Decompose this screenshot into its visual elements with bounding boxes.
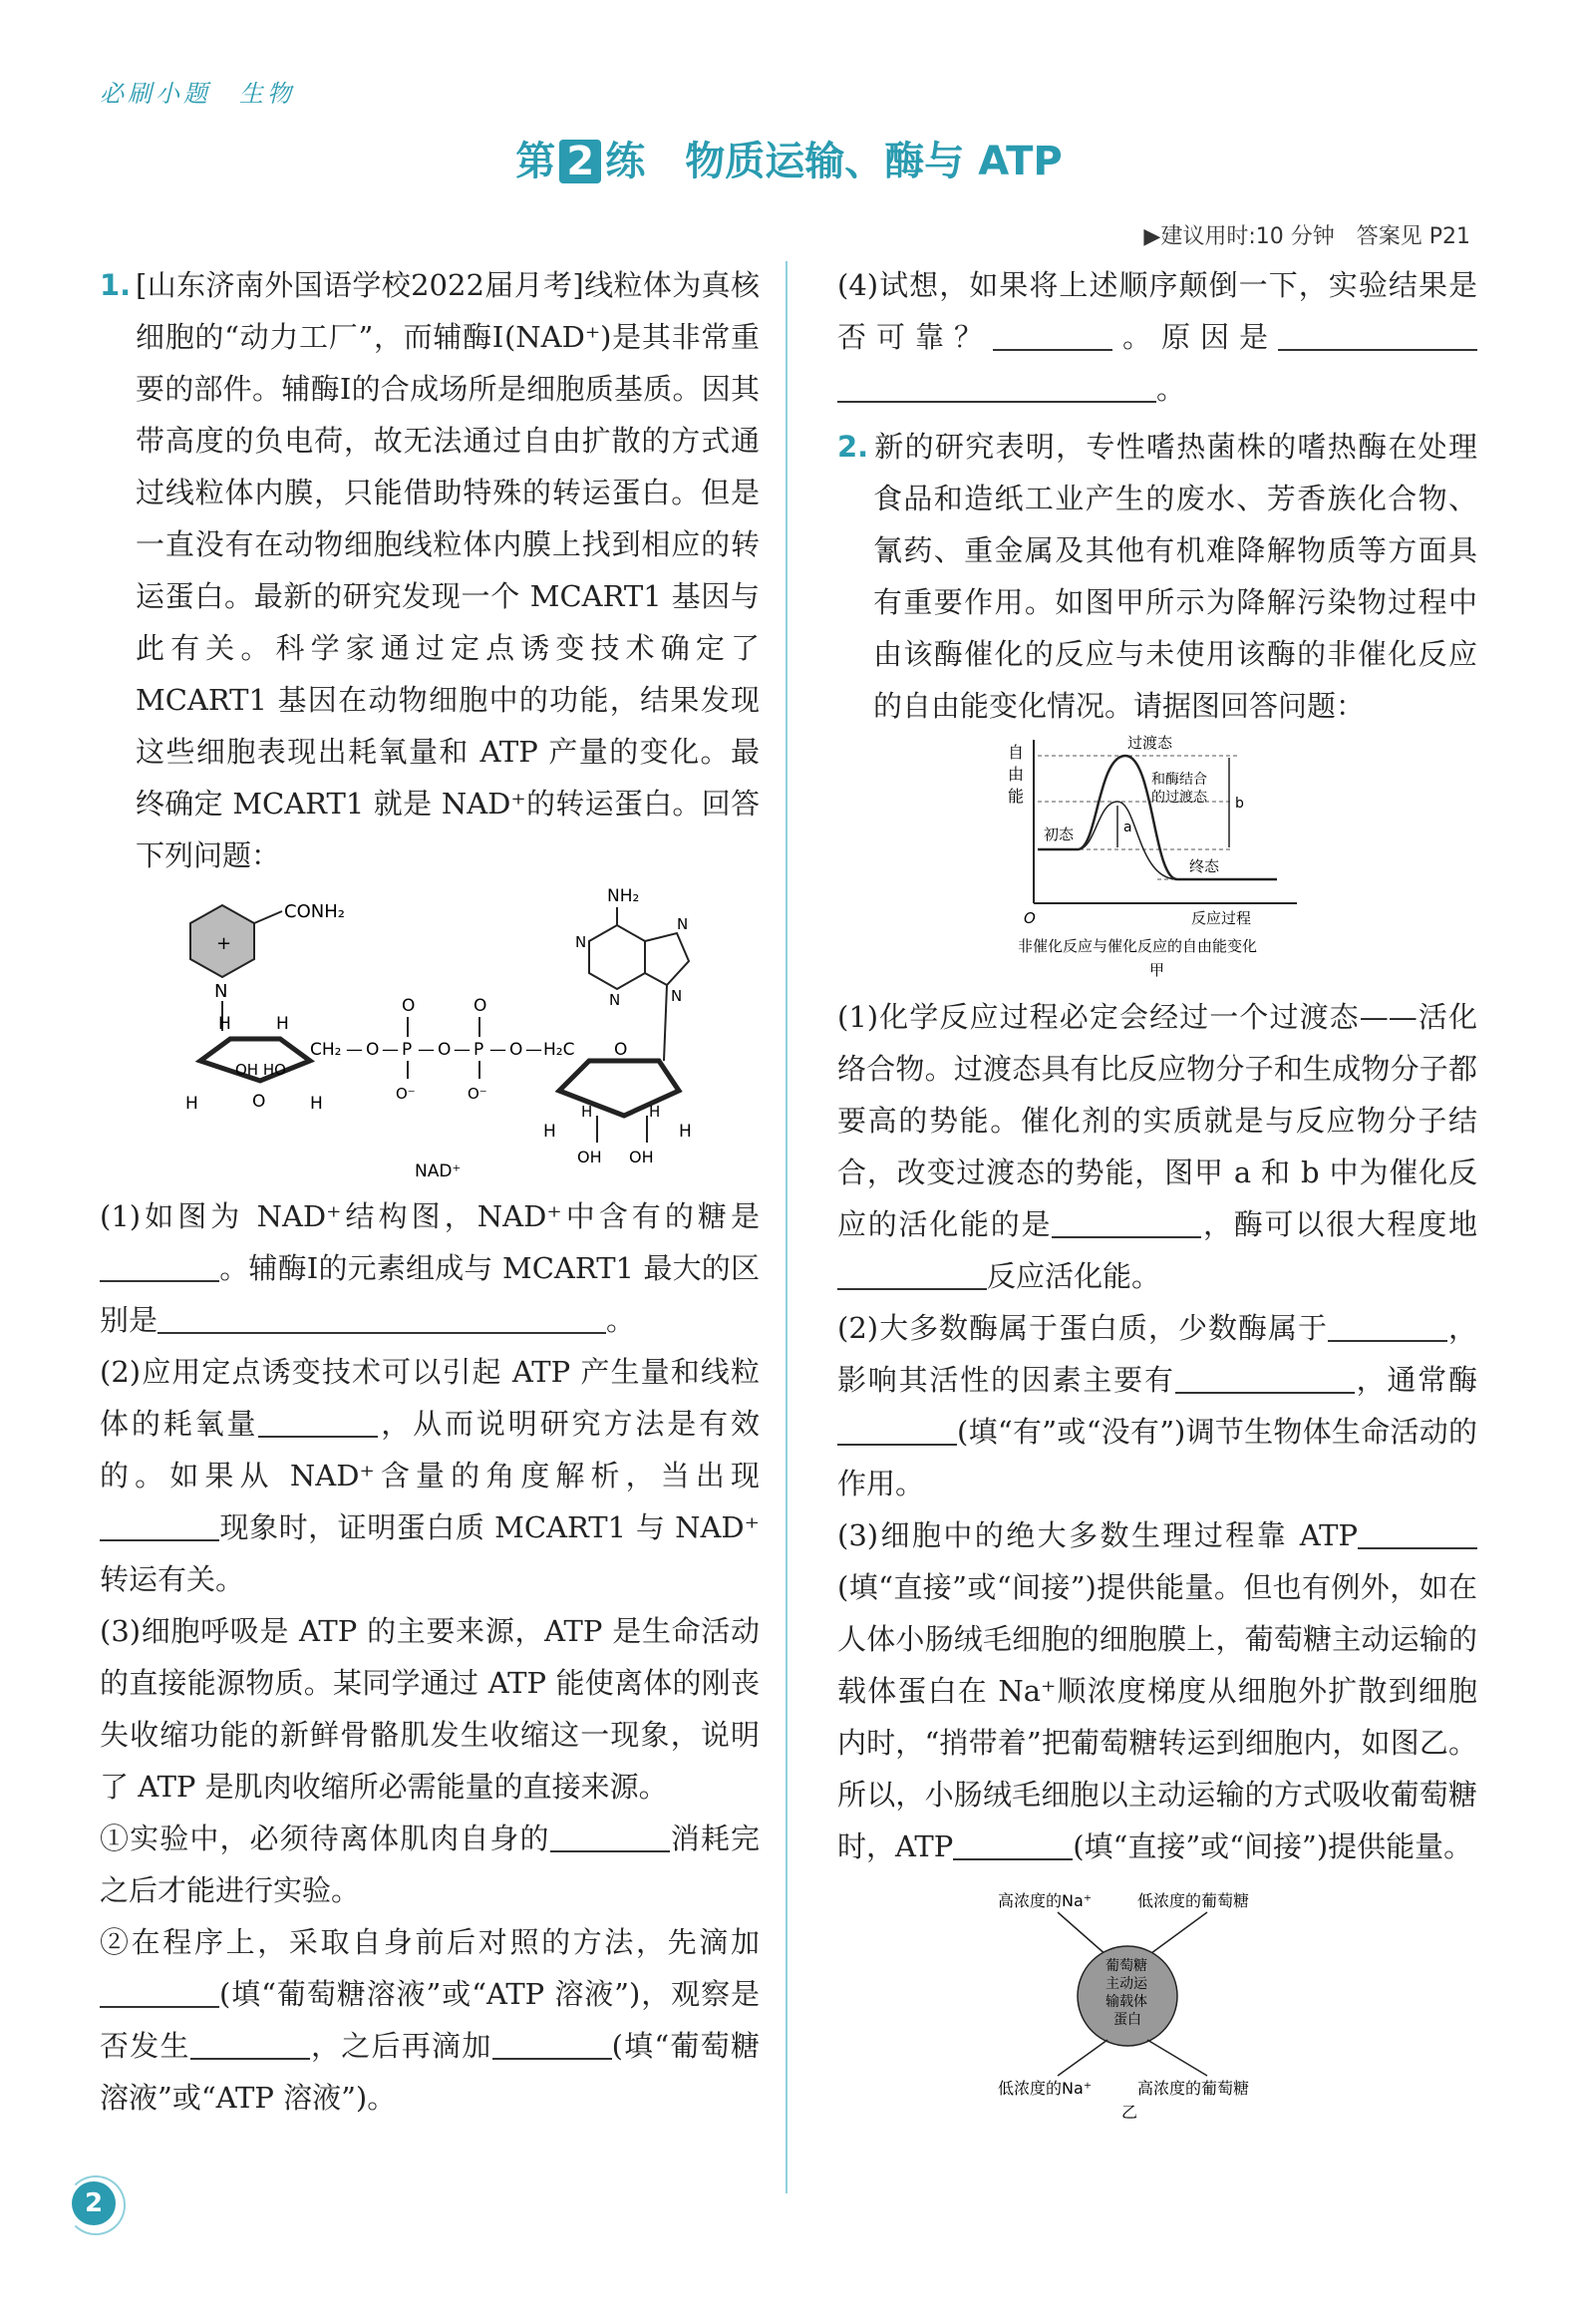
label-h2c: H₂C	[543, 1040, 575, 1060]
q2-blank-factors[interactable]	[1175, 1362, 1355, 1394]
q1-blank-sugar[interactable]	[100, 1250, 219, 1282]
q1-part4-text-a: (4)试想，如果将上述顺序颠倒一下，实验结果是否可靠？	[837, 268, 1477, 354]
q1-part2-text-a: (2)应用定点诱变技术可以引起 ATP 产生量和线粒体的耗氧量	[100, 1355, 760, 1441]
r2-oh1: OH	[577, 1148, 602, 1166]
xlabel: 反应过程	[1191, 909, 1252, 927]
question-2-stem: 新的研究表明，专性嗜热菌株的嗜热酶在处理食品和造纸工业产生的废水、芳香族化合物、氰药、重金属及其他有机难降解物质等方面具有重要作用。如图甲所示为降解污染物过程中由该酶催化的反应与未使用该酶的非催化反应的自由能变化情况。请据图回答问题：	[873, 430, 1477, 723]
label-ch2: CH₂	[310, 1040, 342, 1060]
arrow-b-label: b	[1235, 796, 1244, 812]
chain-dash-1: —	[346, 1040, 363, 1060]
q2-part3	[837, 1509, 1477, 1872]
q1-blank-change[interactable]	[258, 1406, 378, 1438]
ylabel-1: 自	[1008, 743, 1025, 762]
q2-part2-text-b: ，影响其活性的因素主要有	[837, 1311, 1477, 1397]
final-label: 终态	[1189, 857, 1220, 875]
p1-ominus: O⁻	[396, 1085, 416, 1103]
question-1-stem: [山东济南外国语学校2022届月考]线粒体为真核细胞的“动力工厂”，而辅酶Ⅰ(NAD⁺)是其非常重要的部件。辅酶Ⅰ的合成场所是细胞质基质。因其带高度的负电荷，故无法通过自由扩散的方式通过线粒体内膜，只能借助特殊的转运蛋白。但是一直没有在动物细胞线粒体内膜上找到相应的转运蛋白。最新的研究发现一个 MCART1 基因与此有关。科学家通过定点诱变技术确定了 MCART1 基因在动物细胞中的功能，结果发现这些细胞表现出耗氧量和 ATP 产量的变化。最终确定 MCART1 就是 NAD⁺的转运蛋白。回答下列问题：	[136, 268, 760, 872]
q1-part1-text-c: 。	[606, 1303, 636, 1337]
chain-dash-5: —	[489, 1040, 506, 1060]
q2-blank-direct-1[interactable]	[1358, 1517, 1477, 1549]
carrier-label-1: 葡萄糖	[1105, 1958, 1147, 1974]
q1-blank-first-solution[interactable]	[100, 1976, 219, 2008]
page-number: 2	[72, 2181, 116, 2225]
ribose-2	[559, 1061, 679, 1116]
question-1	[100, 259, 760, 881]
q1-part3-item2-text-a: ②在程序上，采取自身前后对照的方法，先滴加	[100, 1925, 760, 1959]
q1-part3-item1	[100, 1813, 760, 1916]
right-column	[837, 259, 1477, 2120]
q1-blank-energy-source[interactable]	[550, 1821, 670, 1852]
chain-o-2: O	[438, 1040, 452, 1060]
ylabel-2: 由	[1008, 765, 1025, 784]
q1-blank-observation[interactable]	[190, 2028, 310, 2060]
time-answer-info: ▶建议用时:10 分钟 答案见 P21	[1143, 224, 1470, 249]
q1-part3-item2-text-b: (填“葡萄糖溶液”或“ATP 溶液”)，观察是否发生	[100, 1977, 760, 2063]
chain-dash-3: —	[418, 1040, 435, 1060]
phosphorus-2: P	[473, 1040, 484, 1060]
q1-part4-text-c: 。	[1156, 372, 1186, 406]
q1-part3-item1-text-b: 消耗完之后才能进行实验。	[100, 1822, 760, 1907]
ribose1-ohho: OH HO	[235, 1061, 286, 1079]
q2-part1	[837, 991, 1477, 1302]
q1-part2-text-c: 现象时，证明蛋白质 MCART1 与 NAD⁺转运有关。	[100, 1510, 760, 1596]
q1-part2-text-b: ，从而说明研究方法是有效的。如果从 NAD⁺含量的角度解析，当出现	[100, 1407, 760, 1493]
catalyzed-curve	[1078, 802, 1177, 879]
q1-blank-reliable[interactable]	[993, 319, 1112, 351]
carrier-label-2: 主动运	[1105, 1976, 1147, 1992]
transition-label: 过渡态	[1127, 734, 1173, 752]
top-left-label: 高浓度的Na⁺	[998, 1891, 1093, 1910]
q1-part4	[837, 259, 1477, 415]
r2-h4: H	[649, 1103, 661, 1121]
q2-blank-activation-energy[interactable]	[1052, 1206, 1201, 1238]
label-conh2: CONH₂	[284, 901, 345, 922]
q1-part1-text-b: 。辅酶Ⅰ的元素组成与 MCART1 最大的区别是	[100, 1251, 760, 1337]
q2-blank-enzyme-type[interactable]	[1328, 1310, 1447, 1342]
arrow-a-label: a	[1123, 820, 1132, 835]
chain-dash-2: —	[382, 1040, 399, 1060]
left-column	[100, 259, 760, 2124]
nad-caption: NAD⁺	[415, 1162, 462, 1181]
q2-blank-direct-2[interactable]	[953, 1828, 1073, 1860]
r1-h2: H	[276, 1014, 289, 1034]
figure-a-caption: 非催化反应与催化反应的自由能变化	[1018, 937, 1258, 955]
r1-h4: H	[310, 1094, 323, 1114]
q2-blank-regulate[interactable]	[837, 1414, 957, 1446]
adenine-ring-6	[589, 925, 645, 989]
q2-blank-lower[interactable]	[837, 1258, 987, 1290]
glucose-transport-figure	[998, 1880, 1317, 2120]
bottom-left-label: 低浓度的Na⁺	[998, 2079, 1093, 2098]
question-2-number: 2.	[837, 430, 869, 464]
q2-part2-text-a: (2)大多数酶属于蛋白质，少数酶属于	[837, 1311, 1328, 1345]
enzyme-state-label-1: 和酶结合	[1151, 772, 1207, 788]
q1-blank-reason-1[interactable]	[1278, 319, 1477, 351]
q2-part3-text-c: (填“直接”或“间接”)提供能量。	[1073, 1829, 1473, 1863]
label-n-ring: N	[214, 981, 228, 1002]
enzyme-state-label-2: 的过渡态	[1151, 790, 1207, 806]
q1-blank-element-difference[interactable]	[158, 1302, 606, 1334]
adenine-n1: N	[575, 933, 587, 951]
p1-o-top: O	[402, 996, 416, 1016]
chain-o-3: O	[509, 1040, 523, 1060]
bottom-right-label: 高浓度的葡萄糖	[1137, 2079, 1250, 2098]
r2-h1: H	[543, 1122, 556, 1142]
question-2	[837, 421, 1477, 732]
q1-part3-item1-text-a: ①实验中，必须待离体肌肉自身的	[100, 1822, 550, 1855]
chain-dash-6: —	[525, 1040, 542, 1060]
phosphorus-1: P	[402, 1040, 413, 1060]
title-suffix: 练 物质运输、酶与 ATP	[605, 139, 1063, 184]
p2-ominus: O⁻	[468, 1085, 487, 1103]
r1-h3: H	[185, 1094, 198, 1114]
page-title	[0, 130, 1578, 186]
q2-part1-text-a: (1)化学反应过程必定会经过一个过渡态——活化络合物。过渡态具有比反应物分子和生成物分子都要高的势能。催化剂的实质就是与反应物分子结合，改变过渡态的势能，图甲 a 和 b 中为催化反应的活化能的是	[837, 1000, 1477, 1241]
title-number: 2	[559, 140, 601, 183]
adenine-n4: N	[671, 987, 683, 1005]
r1-o: O	[252, 1092, 266, 1112]
q2-part1-text-b: ，酶可以很大程度地	[1201, 1207, 1477, 1241]
r1-h1: H	[218, 1014, 231, 1034]
q2-part2-text-d: (填“有”或“没有”)调节生物体生命活动的作用。	[837, 1415, 1477, 1500]
q1-part3-item2	[100, 1916, 760, 2124]
r2-oh2: OH	[629, 1148, 654, 1166]
free-energy-figure	[978, 732, 1337, 991]
q2-part1-text-c: 反应活化能。	[987, 1259, 1161, 1293]
q1-part1-text-a: (1)如图为 NAD⁺结构图，NAD⁺中含有的糖是	[100, 1199, 760, 1233]
p2-o-top: O	[473, 996, 487, 1016]
q1-part1	[100, 1190, 760, 1346]
series-header: 必刷小题 生物	[100, 80, 295, 108]
q1-part3-item2-text-d: (填“葡萄糖溶液”或“ATP 溶液”)。	[100, 2029, 760, 2115]
chain-o-1: O	[366, 1040, 380, 1060]
q1-part3-item2-text-c: ，之后再滴加	[309, 2029, 492, 2063]
initial-label: 初态	[1044, 826, 1075, 843]
q2-part2	[837, 1302, 1477, 1509]
q2-part3-text-b: (填“直接”或“间接”)提供能量。但也有例外，如在人体小肠绒毛细胞的细胞膜上，葡萄糖主动运输的载体蛋白在 Na⁺顺浓度梯度从细胞外扩散到细胞内时，“捎带着”把葡萄糖转运到细胞内，如图乙。所以，小肠绒毛细胞以主动运输的方式吸收葡萄糖时，ATP	[837, 1570, 1477, 1863]
nad-structure-figure	[131, 881, 729, 1190]
q1-part2	[100, 1346, 760, 1605]
adenine-ring-5	[645, 933, 689, 985]
q1-blank-reason-2[interactable]	[837, 371, 1156, 403]
r2-o: O	[614, 1040, 628, 1060]
adenine-n3: N	[677, 915, 689, 933]
ylabel-3: 能	[1008, 787, 1025, 806]
title-prefix: 第	[515, 139, 556, 184]
q2-part2-text-c: ，通常酶	[1354, 1363, 1477, 1397]
column-divider	[786, 261, 788, 2193]
figure-b-sub: 乙	[1121, 2103, 1138, 2120]
question-1-number: 1.	[100, 268, 132, 302]
r2-h2: H	[679, 1122, 692, 1142]
adenine-n2: N	[609, 991, 621, 1009]
ring-plus: +	[216, 933, 232, 954]
q1-part3: (3)细胞呼吸是 ATP 的主要来源，ATP 是生命活动的直接能源物质。某同学通过 ATP 能使离体的刚丧失收缩功能的新鲜骨骼肌发生收缩这一现象，说明了 ATP 是肌肉收缩所必需能量的直接来源。	[100, 1614, 760, 1804]
top-right-label: 低浓度的葡萄糖	[1137, 1891, 1250, 1910]
r2-h3: H	[581, 1103, 593, 1121]
q2-part3-text-a: (3)细胞中的绝大多数生理过程靠 ATP	[837, 1518, 1358, 1552]
carrier-label-3: 输载体	[1105, 1994, 1147, 2010]
q1-blank-second-solution[interactable]	[492, 2028, 612, 2060]
q1-part4-text-b: 。原因是	[1112, 320, 1278, 354]
q1-blank-phenomenon[interactable]	[100, 1509, 219, 1541]
carrier-label-4: 蛋白	[1113, 2012, 1141, 2028]
chain-dash-4: —	[454, 1040, 471, 1060]
label-nh2: NH₂	[607, 886, 640, 906]
figure-a-sub: 甲	[1149, 961, 1165, 979]
origin-label: O	[1024, 909, 1036, 927]
